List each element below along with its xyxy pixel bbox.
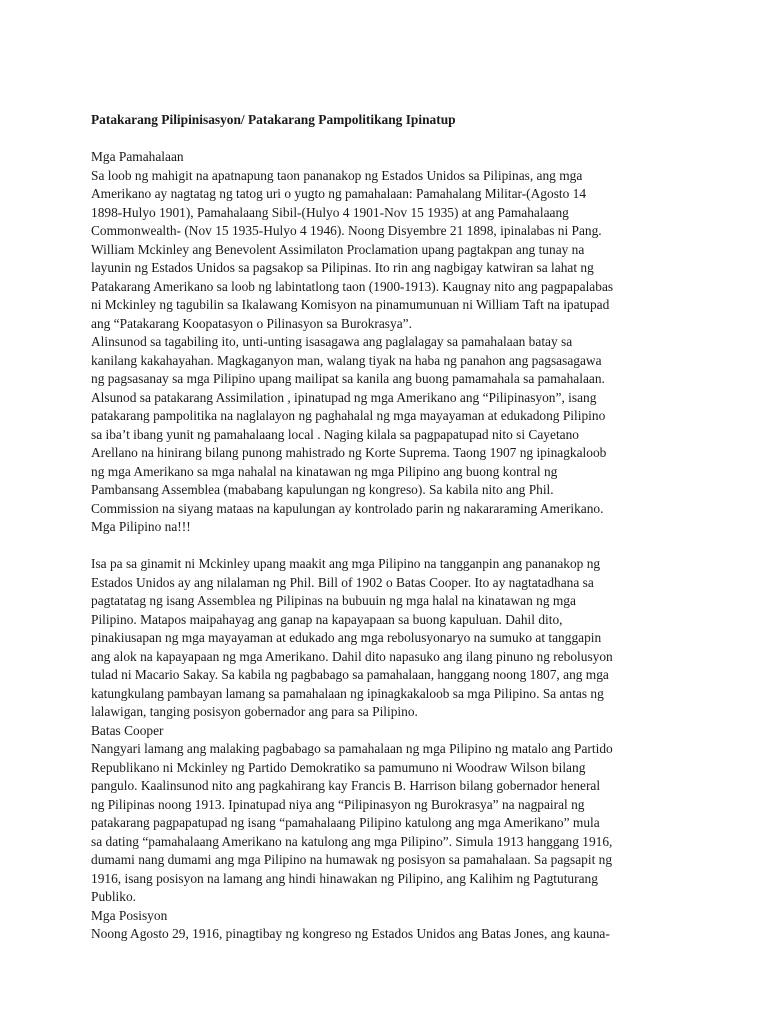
text-line: 1916, isang posisyon na lamang ang hindi hinawakan ng Pilipino, ang Kalihim ng Pagtuturang (91, 870, 598, 886)
text-line: ang alok na kapayapaan ng mga Amerikano. Dahil dito napasuko ang ilang pinuno ng rebolusyon (91, 648, 613, 664)
text-line: Batas Cooper (91, 722, 164, 738)
text-line: Mga Pamahalaan (91, 149, 184, 164)
text-line: Arellano na hinirang bilang punong mahistrado ng Korte Suprema. Taong 1907 ng ipinagkaloob (91, 445, 607, 460)
text-line: tulad ni Macario Sakay. Sa kabila ng pagbabago sa pamahalaan, hanggang noong 1807, ang mga (91, 667, 609, 682)
document-body (91, 111, 691, 944)
text-line: ng pagsasanay sa mga Pilipino upang mailipat sa kanila ang buong pamamahala sa pamahalaan. (91, 371, 605, 386)
text-line: William Mckinley ang Benevolent Assimilaton Proclamation upang pagtakpan ang tunay na (91, 241, 585, 257)
text-line: sa dating “pamahalaang Amerikano na katulong ang mga Pilipino”. Simula 1913 hanggang 1916, (91, 833, 613, 849)
text-line: Publiko. (91, 889, 137, 904)
text-line: ang “Patakarang Koopatasyon o Pilinasyon sa Burokrasya”. (91, 315, 412, 331)
text-line: pangulo. Kaalinsunod nito ang pagkahirang kay Francis B. Harrison bilang gobernador heneral (91, 778, 601, 793)
text-line: Pambansang Assemblea (mababang kapulungan ng kongreso). Sa kabila nito ang Phil. (91, 482, 554, 497)
text-line: Noong Agosto 29, 1916, pinagtibay ng kongreso ng Estados Unidos ang Batas Jones, ang kauna- (91, 926, 610, 941)
text-line: 1898-Hulyo 1901), Pamahalaang Sibil-(Hulyo 4 1901-Nov 15 1935) at ang Pamahalaang (91, 204, 569, 220)
text-line: patakarang pampolitika na naglalayon ng paghahalal ng mga mayayaman at edukadong Pilipino (91, 408, 606, 423)
text-line: kanilang kakahayahan. Magkaganyon man, walang tiyak na haba ng panahon ang pagsasagawa (91, 352, 602, 368)
document-title: Patakarang Pilipinisasyon/ Patakarang Pampolitikang Ipinatup (91, 112, 456, 127)
text-line: patakarang pagpapatupad ng isang “pamahalaang Pilipino katulong ang mga Amerikano” mula (91, 815, 600, 830)
text-line: sa iba’t ibang yunit ng pamahalaang local . Naging kilala sa pagpapatupad nito si Cayetano (91, 426, 579, 442)
document-text (91, 148, 691, 944)
text-line: Mga Posisyon (91, 907, 168, 923)
text-line: Mga Pilipino na!!! (91, 519, 191, 534)
text-line: ni Mckinley ng tagubilin sa Ikalawang Komisyon na pinamumunuan ni William Taft na ipatupad (91, 297, 610, 312)
text-line: Commonwealth- (Nov 15 1935-Hulyo 4 1946). Noong Disyembre 21 1898, ipinalabas ni Pang. (91, 223, 602, 238)
text-line: Alsunod sa patakarang Assimilation , ipinatupad ng mga Amerikano ang “Pilipinasyon”, isang (91, 389, 597, 405)
blank-line (91, 537, 691, 556)
text-line: Amerikano ay nagtatag ng tatog uri o yugto ng pamahalaan: Pamahalang Militar-(Agosto 14 (91, 186, 587, 201)
text-line: Alinsunod sa tagabiling ito, unti-unting isasagawa ang paglalagay sa pamahalaan batay sa (91, 334, 573, 349)
text-line: ng Pilipinas noong 1913. Ipinatupad niya ang “Pilipinasyon ng Burokrasya” na nagpairal ng (91, 796, 585, 812)
text-line: Sa loob ng mahigit na apatnapung taon pananakop ng Estados Unidos sa Pilipinas, ang mga (91, 167, 583, 183)
text-line: lalawigan, tanging posisyon gobernador ang para sa Pilipino. (91, 704, 418, 719)
text-line: pagtatatag ng isang Assemblea ng Pilipinas na bubuuin ng mga halal na kinatawan ng mga (91, 593, 576, 608)
text-line: Isa pa sa ginamit ni Mckinley upang maakit ang mga Pilipino na tangganpin ang pananakop ng (91, 556, 601, 571)
text-line: Commission na siyang mataas na kapulungan ay kontrolado parin ng nakararaming Amerikano. (91, 500, 604, 516)
text-line: Patakarang Amerikano sa loob ng labintatlong taon (1900-1913). Kaugnay nito ang pagpapalabas (91, 278, 614, 294)
text-line: dumami nang dumami ang mga Pilipino na humawak ng posisyon sa pamahalaan. Sa pagsapit ng (91, 852, 613, 867)
text-line: layunin ng Estados Unidos sa pagsakop sa Pilipinas. Ito rin ang nagbigay katwiran sa lahat ng (91, 260, 594, 275)
text-line: Estados Unidos ay ang nilalaman ng Phil. Bill of 1902 o Batas Cooper. Ito ay nagtatadhana sa (91, 574, 594, 590)
text-line: Republikano ni Mckinley ng Partido Demokratiko sa pamumuno ni Woodraw Wilson bilang (91, 759, 586, 775)
text-line: Nangyari lamang ang malaking pagbabago sa pamahalaan ng mga Pilipino ng matalo ang Partido (91, 741, 613, 756)
text-line: katungkulang pambayan lamang sa pamahalaan ng ipinagkakaloob sa mga Pilipino. Sa antas ng (91, 685, 604, 701)
text-line: pinakiusapan ng mga mayayaman at edukado ang mga rebolusyonaryo na sumuko at tanggapin (91, 630, 602, 645)
text-line: ng mga Amerikano sa mga nahalal na kinatawan ng mga Pilipino ang buong kontral ng (91, 463, 558, 479)
text-line: Pilipino. Matapos maipahayag ang ganap na kapayapaan sa buong kapuluan. Dahil dito, (91, 611, 563, 627)
